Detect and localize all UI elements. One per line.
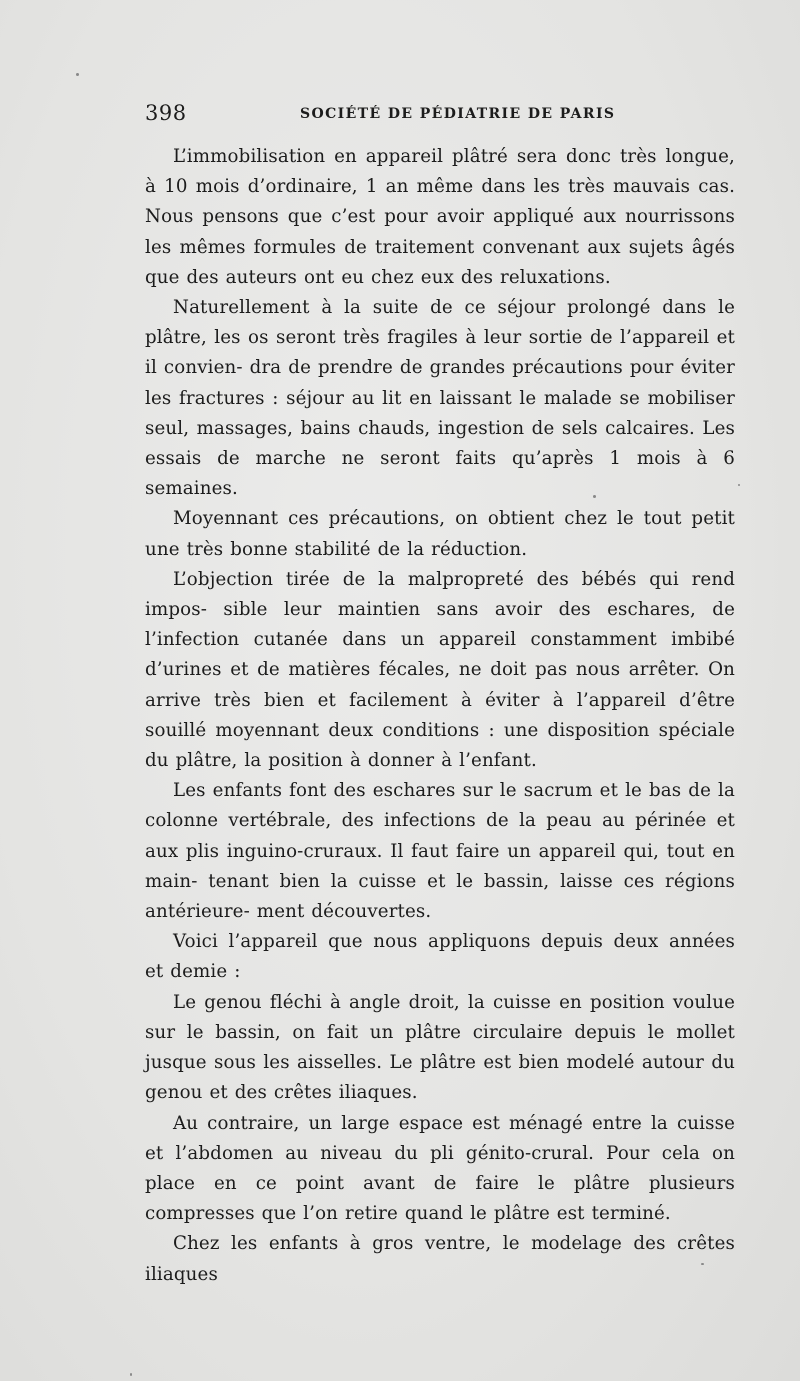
paragraph: Moyennant ces précautions, on obtient chez le tout petit une très bonne stabilité de la réduction. (145, 508, 735, 560)
paper-speck (738, 484, 740, 486)
paper-speck (76, 73, 79, 76)
paper-speck (593, 495, 596, 498)
paragraph: Naturellement à la suite de ce séjour prolongé dans le plâtre, les os seront très fragiles à leur sortie de l’appareil et il convien- dra de prendre de grandes précautions pour éviter les fractures : séjour au lit en laissant le malade se mobiliser seul, massages, bains chauds, ingestion de sels calcaires. Les essais de marche ne seront faits qu’après 1 mois à 6 semaines. (145, 297, 735, 500)
paragraph: Le genou fléchi à angle droit, la cuisse en position voulue sur le bassin, on fait un plâtre circulaire depuis le mollet jusque sous les aisselles. Le plâtre est bien modelé autour du genou et des crêtes iliaques. (145, 991, 735, 1104)
paragraph: Au contraire, un large espace est ménagé entre la cuisse et l’abdomen au niveau du pli génito-crural. Pour cela on place en ce point avant de faire le plâtre plusieurs compresses que l’on retire quand le plâtre est terminé. (145, 1112, 735, 1225)
paragraph: L’objection tirée de la malpropreté des bébés qui rend impos- sible leur maintien sans avoir des eschares, de l’infection cutanée dans un appareil constamment imbibé d’urines et de matières fécales, ne doit pas nous arrêter. On arrive très bien et facilement à éviter à l’appareil d’être souillé moyennant deux conditions : une disposition spéciale du plâtre, la position à donner à l’enfant. (145, 568, 735, 772)
paragraph: L’immobilisation en appareil plâtré sera donc très longue, à 10 mois d’ordinaire, 1 an même dans les très mauvais cas. Nous pensons que c’est pour avoir appliqué aux nourrissons les mêmes formules de traitement convenant aux sujets âgés que des auteurs ont eu chez eux des reluxations. (145, 146, 735, 288)
paragraph: Les enfants font des eschares sur le sacrum et le bas de la colonne vertébrale, des infections de la peau au périnée et aux plis inguino-cruraux. Il faut faire un appareil qui, tout en main- tenant bien la cuisse et le bassin, laisse ces régions antérieure- ment découvertes. (145, 780, 735, 923)
paragraph: Chez les enfants à gros ventre, le modelage des crêtes iliaques (145, 1233, 735, 1285)
page-number: 398 (145, 101, 187, 125)
page-header (145, 101, 735, 131)
paper-speck (701, 1263, 704, 1265)
running-title: SOCIÉTÉ DE PÉDIATRIE DE PARIS (300, 106, 616, 122)
paragraph: Voici l’appareil que nous appliquons depuis deux années et demie : (145, 931, 735, 983)
body-text (145, 142, 735, 1290)
paper-speck (130, 1373, 132, 1376)
